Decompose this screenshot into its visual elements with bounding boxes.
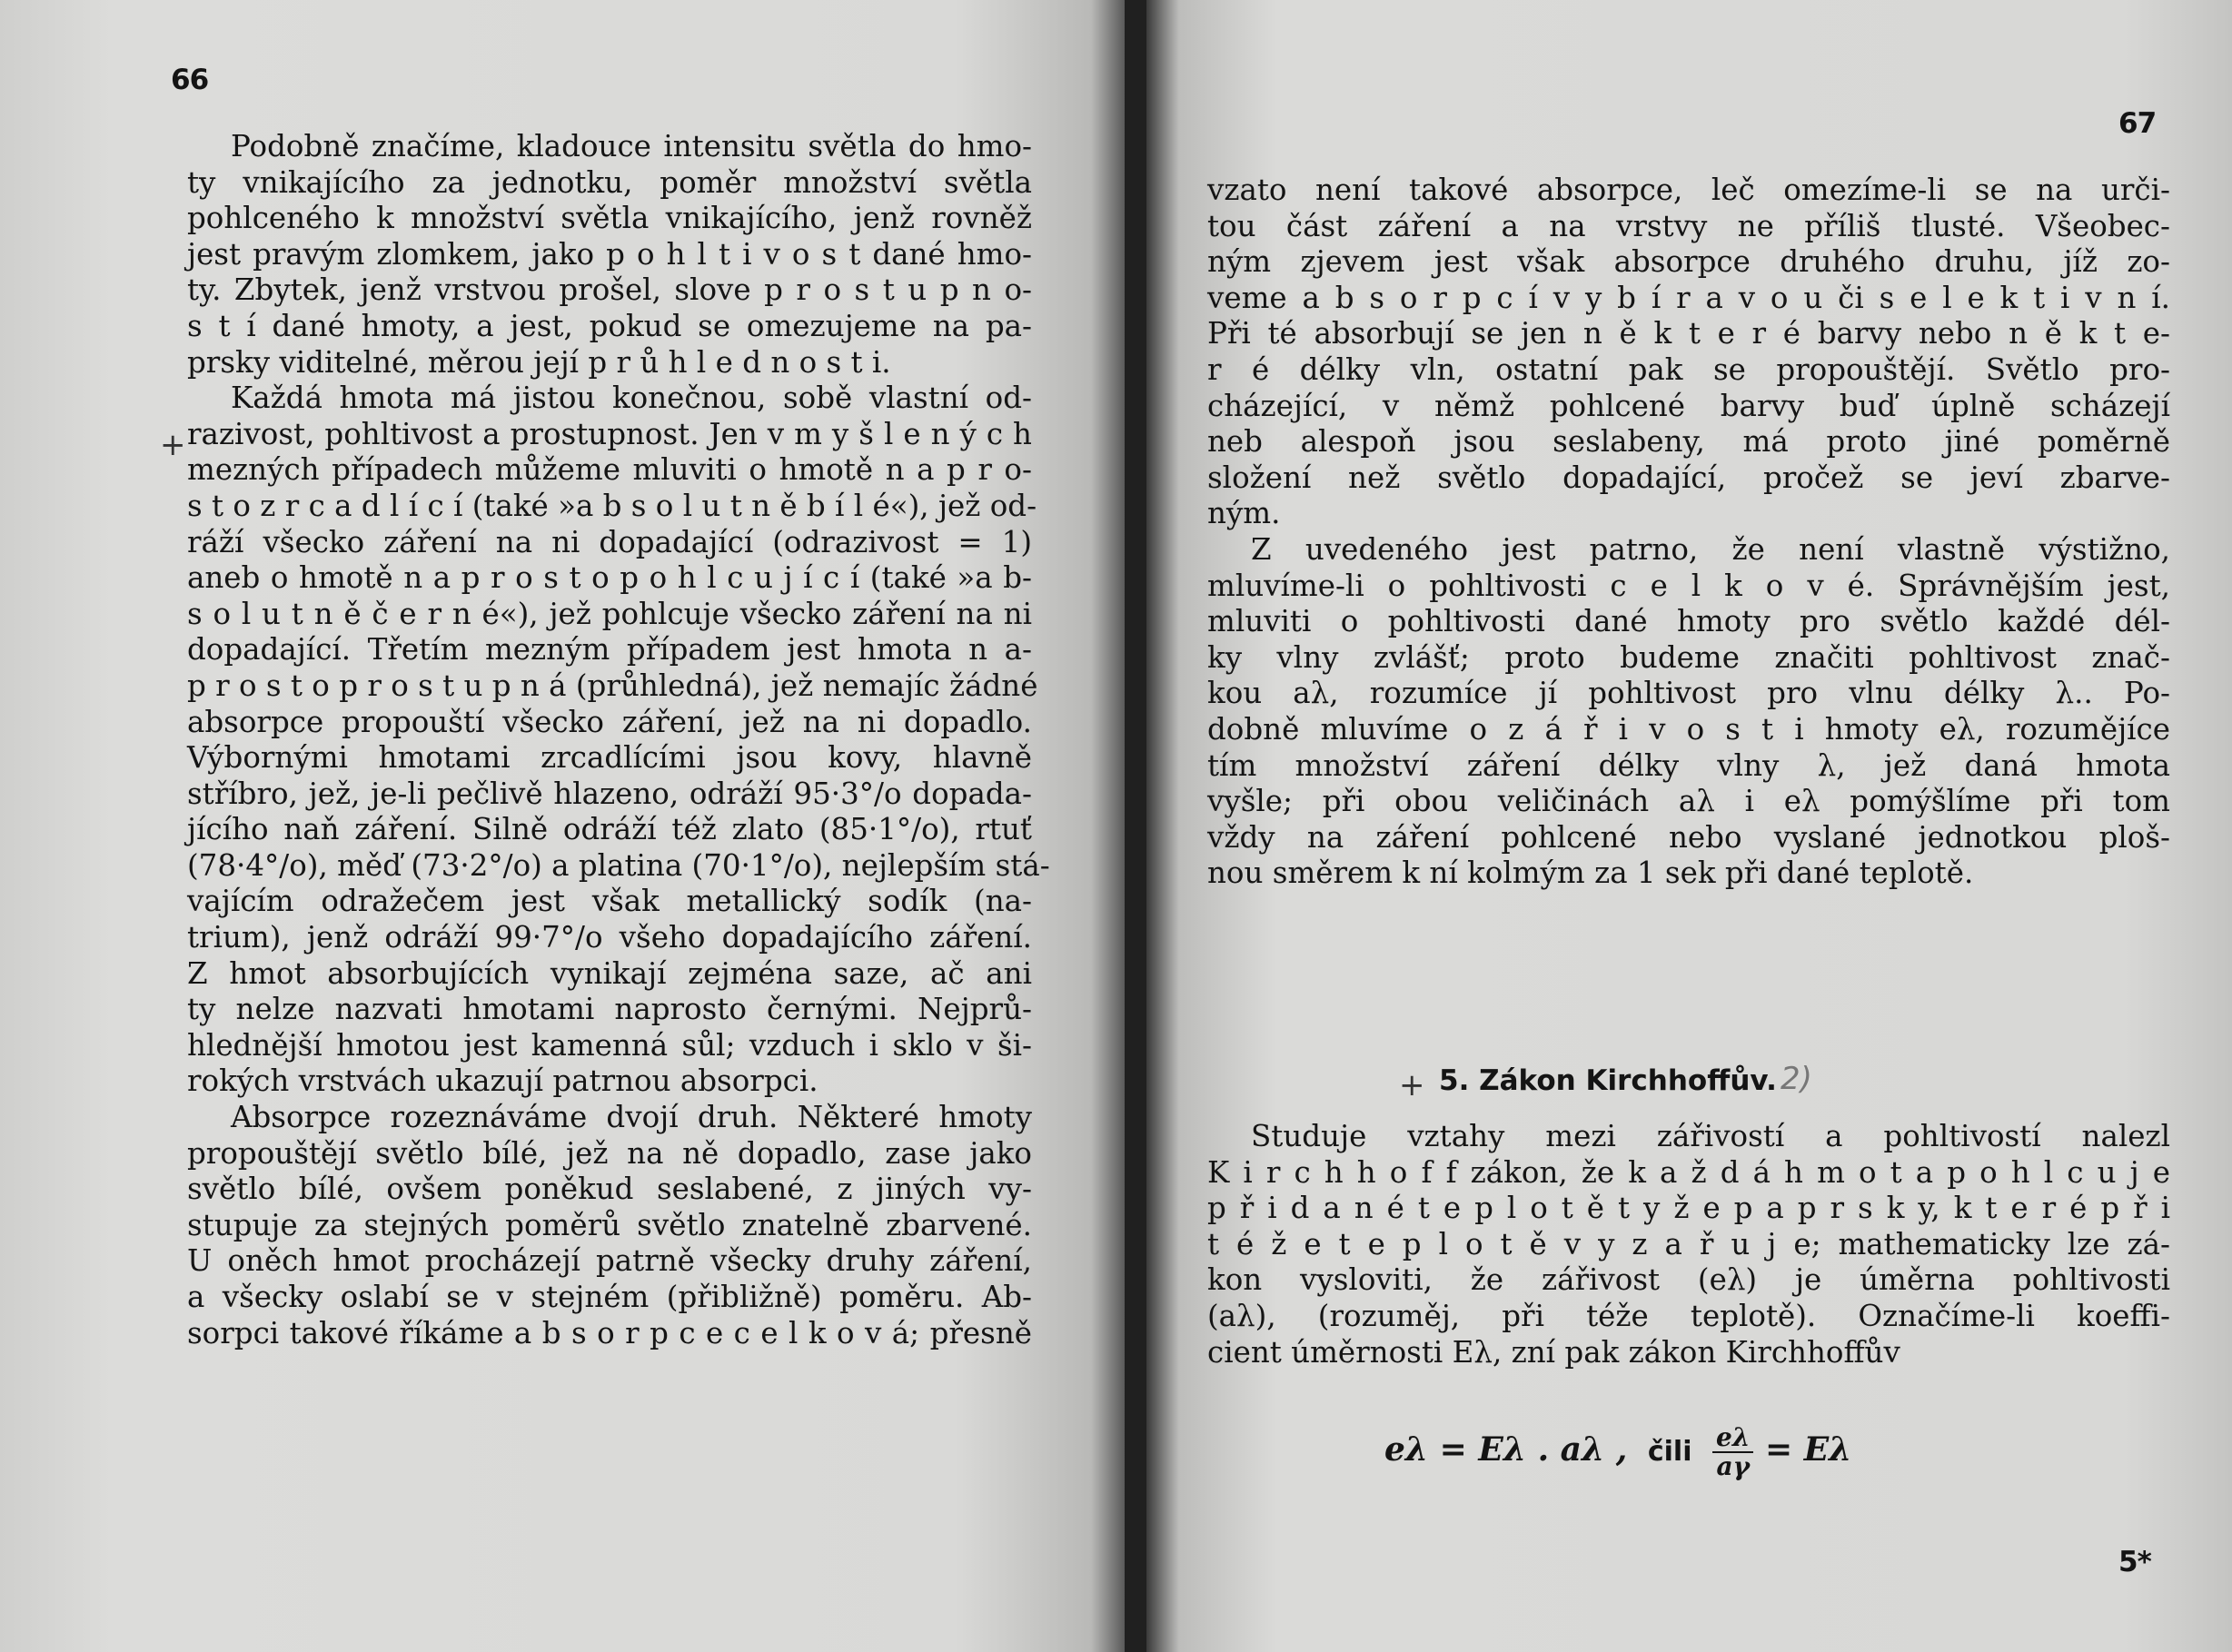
text-line: ty vnikajícího za jednotku, poměr množství světla [187,164,1032,200]
text-line: absorpce propouští všecko záření, jež na ni dopadlo. [187,704,1032,739]
text-line: světlo bílé, ovšem poněkud seslabené, z jiných vy- [187,1172,1032,1207]
text-line: trium), jenž odráží 99·7°/o všeho dopadajícího záření. [187,920,1032,955]
right-page-body-2 [1207,1119,2170,1370]
text-line: nou směrem k ní kolmým za 1 sek při dané teplotě. [1207,856,1974,891]
text-line: r é délky vln, ostatní pak se propouštějí. Světlo pro- [1207,351,2170,387]
text-line: kon vysloviti, že zářivost (eλ) je úměrna pohltivosti [1207,1262,2170,1298]
text-line: a všecky oslabí se v stejném (přibližně) poměru. Ab- [187,1280,1032,1314]
left-page-body [187,129,1050,1351]
text-line: Z hmot absorbujících vynikají zejména saze, ač ani [187,955,1032,991]
text-line: aneb o hmotě n a p r o s t o p o h l c u j í c í (také »a b- [187,560,1032,596]
text-line: propouštějí světlo bílé, jež na ně dopadlo, zase jako [187,1135,1032,1171]
text-line: tím množství záření délky vlny λ, jež daná hmota [1207,747,2170,783]
text-line: cient úměrnosti Eλ, zní pak zákon Kirchhoffův [1207,1334,1900,1370]
text-line: (aλ), (rozuměj, při téže teplotě). Označíme-li koeffi- [1207,1298,2170,1333]
text-line: s o l u t n ě č e r n é«), jež pohlcuje všecko záření na ni [187,596,1032,631]
page-number: 67 [2118,107,2157,140]
text-line: ným zjevem jest však absorpce druhého druhu, jíž zo- [1207,244,2170,280]
text-line: Podobně značíme, kladouce intensitu světla do hmo- [231,129,1032,163]
kirchhoff-formula [1384,1424,1851,1480]
text-line: pohlceného k množství světla vnikajícího, jenž rovněž [187,201,1032,236]
text-line: mezných případech můžeme mluviti o hmotě n a p r o- [187,452,1032,488]
text-line: dopadající. Třetím mezným případem jest hmota n a- [187,632,1032,668]
formula-fraction [1712,1424,1753,1480]
text-line: Každá hmota má jistou konečnou, sobě vlastní od- [231,381,1032,416]
text-line: t é ž e t e p l o t ě v y z a ř u j e; mathematicky lze zá- [1207,1226,2170,1261]
text-line: jícího naň záření. Silně odráží též zlato (85·1°/o), rtuť [187,812,1032,847]
text-line: Výbornými hmotami zrcadlícími jsou kovy, hlavně [187,740,1032,776]
pencil-plus-mark: + [1399,1067,1425,1103]
formula-lhs: eλ = Eλ . aλ , [1384,1430,1628,1469]
text-line: hlednější hmotou jest kamenná sůl; vzduch i sklo v ši- [187,1027,1032,1063]
text-line: neb alespoň jsou seslabeny, má proto jiné poměrně [1207,424,2170,460]
text-line: jest pravým zlomkem, jako p o h l t i v o s t dané hmo- [187,236,1032,272]
handwritten-note: 2) [1781,1061,1812,1097]
text-line: ným. [1207,496,1281,531]
book-gutter [1125,0,1146,1652]
text-line: sorpci takové říkáme a b s o r p c e c e l k o v á; přesně [187,1315,1032,1350]
right-page [1146,0,2232,1652]
text-line: kou aλ, rozumíce jí pohltivost pro vlnu délky λ.. Po- [1207,676,2170,711]
text-line: vyšle; při obou veličinách aλ i eλ pomýšlíme při tom [1207,784,2170,819]
text-line: s t o z r c a d l í c í (také »a b s o l u t n ě b í l é«), jež od- [187,488,1037,523]
formula-word: čili [1647,1436,1692,1468]
text-line: vajícím odražečem jest však metallický sodík (na- [187,884,1032,919]
text-line: veme a b s o r p c í v y b í r a v o u či s e l e k t i v n í. [1207,280,2170,315]
text-line: s t í dané hmoty, a jest, pokud se omezujeme na pa- [187,308,1032,343]
text-line: Při té absorbují se jen n ě k t e r é barvy nebo n ě k t e- [1207,316,2170,351]
text-line: p ř i d a n é t e p l o t ě t y ž e p a p r s k y, k t e r é p ř i [1207,1191,2170,1226]
fraction-denominator: aγ [1716,1451,1751,1481]
text-line: ty nelze nazvati hmotami naprosto černými. Nejprů- [187,992,1032,1027]
text-line: mluviti o pohltivosti dané hmoty pro světlo každé dél- [1207,604,2170,639]
text-line: složení než světlo dopadající, pročež se jeví zbarve- [1207,460,2170,495]
text-line: tou část záření a na vrstvy ne příliš tlusté. Všeobec- [1207,208,2170,243]
text-line: ky vlny zvlášť; proto budeme značiti pohltivost znač- [1207,639,2170,675]
text-line: dobně mluvíme o z á ř i v o s t i hmoty eλ, rozumějíce [1207,711,2170,747]
text-line: cházející, v němž pohlcené barvy buď úplně scházejí [1207,388,2170,423]
text-line: ty. Zbytek, jenž vrstvou prošel, slove p r o s t u p n o- [187,272,1032,308]
text-line: (78·4°/o), měď (73·2°/o) a platina (70·1°/o), nejlepším stá- [187,847,1050,883]
text-line: vždy na záření pohlcené nebo vyslané jednotkou ploš- [1207,819,2170,855]
text-line: prsky viditelné, měrou její p r ů h l e d n o s t i. [187,344,891,380]
text-line: Absorpce rozeznáváme dvojí druh. Některé hmoty [231,1100,1032,1135]
text-line: p r o s t o p r o s t u p n á (průhledná), jež nemajíc žádné [187,668,1038,703]
text-line: Studuje vztahy mezi zářivostí a pohltivostí nalezl [1251,1119,2170,1153]
text-line: stříbro, jež, je-li pečlivě hlazeno, odráží 95·3°/o dopada- [187,776,1032,811]
fraction-numerator: eλ [1712,1424,1753,1453]
text-line: razivost, pohltivost a prostupnost. Jen v m y š l e n ý c h [187,416,1032,451]
text-line: K i r c h h o f f zákon, že k a ž d á h m o t a p o h l c u j e [1207,1154,2170,1190]
formula-rhs: = Eλ [1765,1430,1852,1469]
text-line: ráží všecko záření na ni dopadající (odrazivost = 1) [187,524,1032,559]
text-line: Z uvedeného jest patrno, že není vlastně výstižno, [1251,531,2170,567]
text-line: mluvíme-li o pohltivosti c e l k o v é. Správnějším jest, [1207,568,2170,603]
pencil-plus-mark: + [160,427,186,463]
signature-mark: 5* [2118,1546,2151,1578]
section-heading: 5. Zákon Kirchhoffův. [1439,1064,1777,1097]
text-line: rokých vrstvách ukazují patrnou absorpci. [187,1063,818,1099]
page-number: 66 [171,64,209,96]
text-line: U oněch hmot procházejí patrně všecky druhy záření, [187,1243,1032,1279]
text-line: stupuje za stejných poměrů světlo znatelně zbarvené. [187,1207,1032,1242]
text-line: vzato není takové absorpce, leč omezíme-li se na urči- [1207,173,2170,207]
right-page-body [1207,173,2170,892]
